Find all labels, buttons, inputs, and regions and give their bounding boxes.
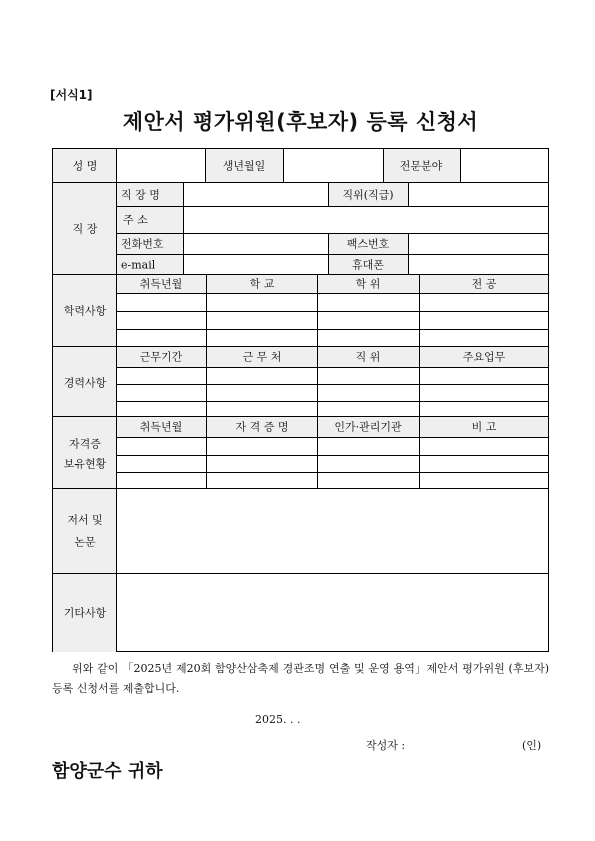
education-section-label: 학력사항 [63,304,107,318]
rule [283,149,284,183]
rule [206,275,207,489]
workplace-section-label: 직 장 [72,222,98,236]
position-label: 직위(직급) [342,188,394,202]
rule [116,329,548,330]
publications-section-label: 논문 [74,535,96,549]
rule [317,275,318,489]
career-section-label: 경력사항 [63,376,107,390]
education-header: 학 위 [355,277,381,291]
license-section-cell [53,417,116,489]
form-number: [서식1] [50,88,93,102]
rule [116,254,548,255]
rule [53,488,548,489]
addressee: 함양군수 귀하 [52,761,163,782]
education-header: 전 공 [471,277,497,291]
writer-label: 작성자 : [366,739,406,752]
rule [408,233,409,275]
license-header: 비 고 [471,420,497,434]
rule [116,401,548,402]
birth-date-label: 생년월일 [222,159,266,173]
rule [183,183,184,275]
license-section-label: 보유현황 [63,457,107,471]
rule [116,206,548,207]
publications-section-label: 저서 및 [67,513,103,527]
license-header: 취득년월 [139,420,183,434]
page-title: 제안서 평가위원(후보자) 등록 신청서 [122,110,479,134]
phone-label: 전화번호 [121,237,164,251]
rule [328,233,329,275]
rule [116,472,548,473]
publications-section-cell [53,489,116,574]
education-header: 학 교 [249,277,275,291]
mobile-label: 휴대폰 [352,258,384,272]
career-header: 근 무 처 [242,350,282,364]
rule [460,149,461,183]
rule [383,149,384,183]
rule [116,437,548,438]
license-header: 인가·관리기관 [334,420,402,434]
license-section-label: 자격증 [69,437,101,451]
rule [53,274,548,275]
application-form-table [52,148,549,652]
seal-label: (인) [522,739,542,752]
education-header: 취득년월 [139,277,183,291]
rule [328,183,329,206]
declaration-text: 위와 같이 「2025년 제20회 함양산삼축제 경관조명 연출 및 운영 용역」제안서 평가위원 (후보자) 등록 신청서를 제출합니다. [52,662,549,695]
license-header: 자 격 증 명 [235,420,289,434]
rule [205,149,206,183]
career-header: 직 위 [355,350,381,364]
fax-label: 팩스번호 [346,237,390,251]
other-section-label: 기타사항 [63,606,107,620]
rule [116,293,548,294]
rule [419,275,420,489]
rule [53,346,548,347]
specialty-field-label: 전문분야 [399,159,443,173]
rule [408,183,409,206]
rule [116,367,548,368]
rule [116,311,548,312]
rule [53,416,548,417]
rule [116,149,117,652]
rule [116,455,548,456]
email-label: e-mail [121,258,156,272]
career-header: 주요업무 [462,350,506,364]
name-label: 성 명 [72,159,98,173]
rule [116,233,548,234]
career-header: 근무기간 [139,350,183,364]
date-line: 2025. . . [255,713,301,726]
rule [116,384,548,385]
address-label: 주 소 [123,213,148,227]
rule [53,182,548,183]
company-name-label: 직 장 명 [121,188,160,202]
rule [53,573,548,574]
